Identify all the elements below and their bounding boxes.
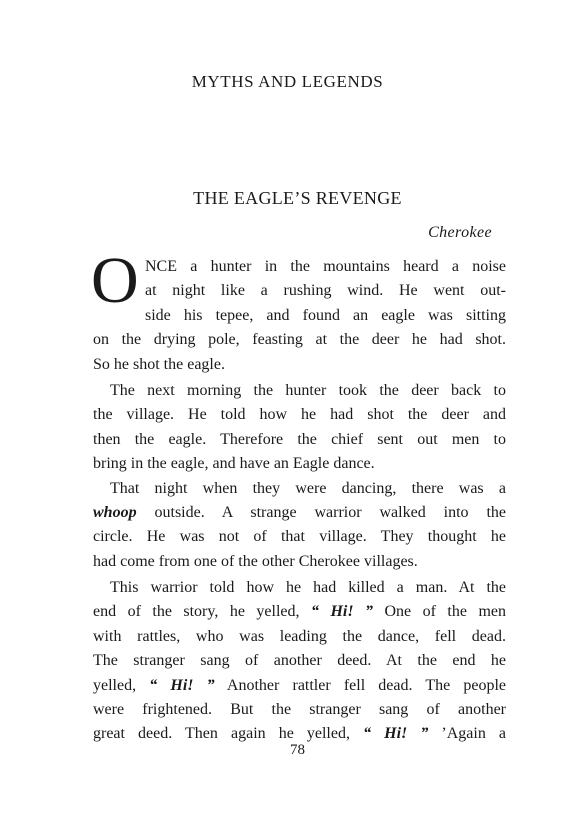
text-fragment: great deed. Then again he yelled, xyxy=(93,725,364,743)
text-fragment: ’Again a xyxy=(428,725,506,743)
text-line: NCE a hunter in the mountains heard a noise xyxy=(145,258,506,275)
text-line: That night when they were dancing, there was a xyxy=(110,479,506,497)
story-title: THE EAGLE’S REVENGE xyxy=(193,188,402,208)
text-line: This warrior told how he had killed a man. At the xyxy=(110,579,506,597)
text-line: side his tepee, and found an eagle was sitting xyxy=(145,306,506,324)
attribution: Cherokee xyxy=(428,224,492,241)
drop-cap: O xyxy=(91,244,139,317)
text-line xyxy=(93,600,506,624)
story-body xyxy=(93,255,506,747)
text-line: were frightened. But the stranger sang of another xyxy=(93,701,506,719)
text-fragment: One of the men xyxy=(373,603,506,621)
text-fragment: end of the story, he yelled, xyxy=(93,603,311,621)
emphasis-word: whoop xyxy=(93,503,137,521)
text-line: then the eagle. Therefore the chief sent out men to xyxy=(93,430,506,448)
text-line: So he shot the eagle. xyxy=(93,355,225,373)
text-line: with rattles, who was leading the dance, fell dead. xyxy=(93,627,506,645)
text-line: circle. He was not of that village. They thought he xyxy=(93,528,506,546)
emphasis-word: “ Hi! ” xyxy=(149,676,215,694)
text-line: on the drying pole, feasting at the deer he had shot. xyxy=(93,331,506,349)
text-fragment: outside. A strange warrior walked into the xyxy=(136,503,506,521)
text-line: at night like a rushing wind. He went out- xyxy=(145,282,506,300)
text-line: bring in the eagle, and have an Eagle dance. xyxy=(93,455,375,473)
page-number: 78 xyxy=(290,742,305,758)
text-fragment: yelled, xyxy=(93,676,150,694)
text-line: The next morning the hunter took the deer back to xyxy=(110,381,506,399)
text-line: The stranger sang of another deed. At the end he xyxy=(93,652,506,670)
emphasis-word: “ Hi! ” xyxy=(363,725,429,743)
text-line xyxy=(93,674,506,698)
text-fragment: Another rattler fell dead. The people xyxy=(214,676,506,694)
running-head: MYTHS AND LEGENDS xyxy=(191,72,384,91)
text-line: had come from one of the other Cherokee villages. xyxy=(93,552,418,570)
emphasis-word: “ Hi! ” xyxy=(310,603,374,621)
text-line: the village. He told how he had shot the deer and xyxy=(93,406,506,424)
text-line xyxy=(93,501,506,525)
